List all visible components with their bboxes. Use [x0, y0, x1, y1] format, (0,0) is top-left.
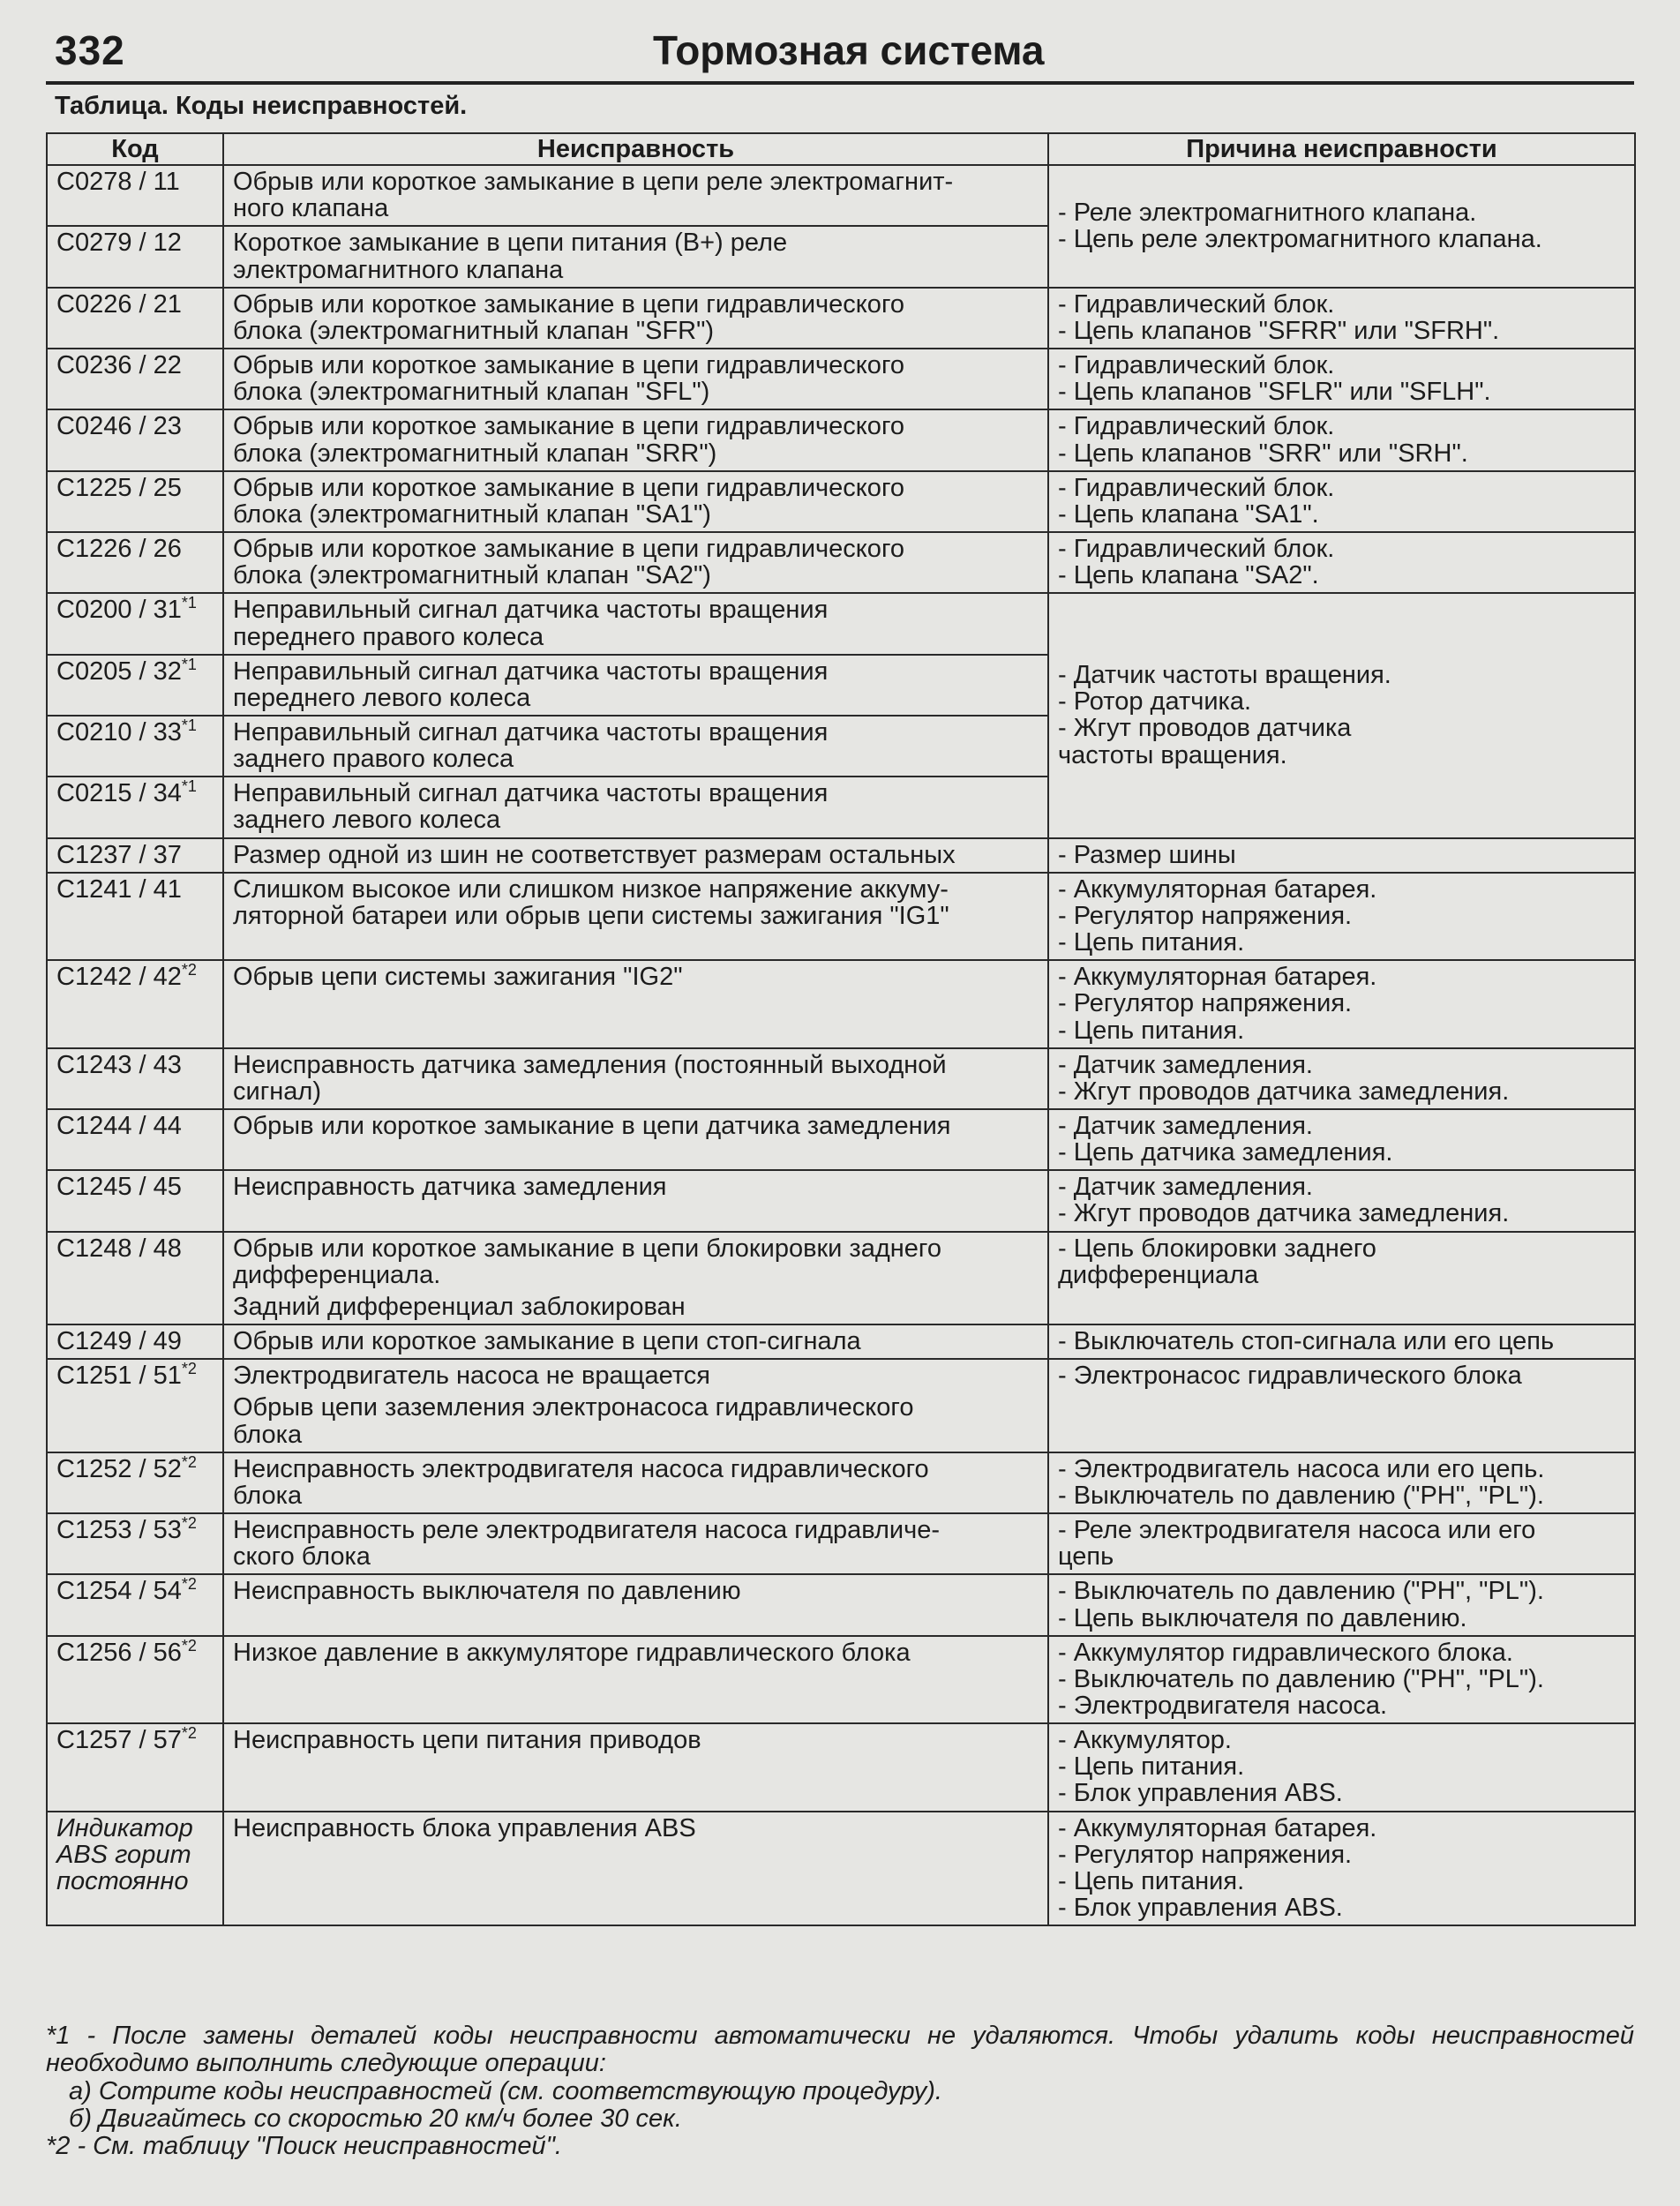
code-text: C1241 / 41 [56, 874, 182, 904]
code-cell [47, 1359, 223, 1452]
fault-cell [223, 838, 1048, 873]
code-text: C0226 / 21 [56, 289, 182, 319]
footnote-1-step-a: а) Сотрите коды неисправностей (см. соответствующую процедуру). [69, 2076, 942, 2105]
header-cause: Причина неисправности [1048, 133, 1635, 165]
table-row [47, 1048, 1635, 1109]
cause-cell: - Датчик замедления. - Цепь датчика замедления. [1048, 1109, 1635, 1170]
code-text: C0200 / 31 [56, 596, 182, 625]
footnote-2: *2 - См. таблицу "Поиск неисправностей". [46, 2132, 562, 2161]
footnote-marker: *1 [181, 655, 197, 673]
code-text: C1243 / 43 [56, 1050, 182, 1079]
code-cell [47, 1723, 223, 1811]
cause-cell: - Гидравлический блок. - Цепь клапана "SA2". [1048, 532, 1635, 593]
cause-cell: - Аккумулятор. - Цепь питания. - Блок управления ABS. [1048, 1723, 1635, 1811]
fault-cell [223, 165, 1048, 226]
fault-cell [223, 1109, 1048, 1170]
header-rule [46, 81, 1634, 85]
fault-codes-table [46, 132, 1636, 1926]
code-text: Индикатор ABS горит постоянно [56, 1813, 193, 1895]
table-row [47, 960, 1635, 1047]
table-row [47, 532, 1635, 593]
cause-cell: - Аккумуляторная батарея. - Регулятор напряжения. - Цепь питания. [1048, 960, 1635, 1047]
code-cell [47, 593, 223, 654]
fault-cell [223, 655, 1048, 716]
code-cell [47, 532, 223, 593]
fault-cell [223, 1324, 1048, 1359]
code-cell [47, 226, 223, 287]
fault-text: Обрыв или короткое замыкание в цепи гидравлического блока (электромагнитный клапан "SFL") [233, 351, 905, 407]
code-text: C1252 / 52 [56, 1454, 182, 1483]
table-row [47, 1232, 1635, 1324]
fault-cell [223, 777, 1048, 837]
cause-cell: - Электродвигатель насоса или его цепь. - Выключатель по давлению ("PH", "PL"). [1048, 1452, 1635, 1513]
code-cell [47, 655, 223, 716]
fault-cell [223, 288, 1048, 349]
cause-cell: - Датчик замедления. - Жгут проводов датчика замедления. [1048, 1048, 1635, 1109]
code-text: C1237 / 37 [56, 840, 182, 869]
footnote-marker: *1 [181, 594, 197, 612]
fault-text: Неисправность датчика замедления (постоянный выходной сигнал) [233, 1050, 947, 1106]
header-fault: Неисправность [223, 133, 1048, 165]
fault-cell [223, 1513, 1048, 1574]
code-cell [47, 716, 223, 777]
table-row [47, 1723, 1635, 1811]
table-row [47, 1452, 1635, 1513]
page-title: Тормозная система [653, 27, 1045, 73]
fault-cell [223, 532, 1048, 593]
fault-text: Обрыв или короткое замыкание в цепи гидравлического блока (электромагнитный клапан "SA2") [233, 535, 905, 590]
table-body [47, 165, 1635, 1925]
code-text: C1251 / 51 [56, 1362, 182, 1391]
fault-cell [223, 960, 1048, 1047]
fault-cell [223, 1452, 1048, 1513]
fault-cell [223, 1232, 1048, 1324]
fault-text: Обрыв или короткое замыкание в цепи гидравлического блока (электромагнитный клапан "SA1") [233, 473, 905, 529]
fault-cell [223, 873, 1048, 960]
code-text: C0210 / 33 [56, 717, 182, 747]
cause-cell: - Аккумулятор гидравлического блока. - Выключатель по давлению ("PH", "PL"). - Электродвигателя насоса. [1048, 1636, 1635, 1723]
fault-text: Обрыв или короткое замыкание в цепи датчика замедления [233, 1112, 951, 1140]
code-cell [47, 1574, 223, 1635]
header-code: Код [47, 133, 223, 165]
code-text: C1245 / 45 [56, 1173, 182, 1202]
cause-cell: - Гидравлический блок. - Цепь клапанов "SFLR" или "SFLH". [1048, 349, 1635, 409]
code-text: C0279 / 12 [56, 229, 182, 258]
code-text: C0278 / 11 [56, 168, 180, 197]
fault-text: Неисправность выключателя по давлению [233, 1577, 741, 1606]
cause-cell-merged: - Датчик частоты вращения. - Ротор датчика. - Жгут проводов датчика частоты вращения. [1048, 593, 1635, 837]
fault-text: Неисправность цепи питания приводов [233, 1726, 701, 1755]
table-row [47, 1170, 1635, 1231]
footnote-marker: *2 [181, 1452, 197, 1471]
fault-cell [223, 349, 1048, 409]
fault-text: Неправильный сигнал датчика частоты вращения переднего правого колеса [233, 596, 829, 651]
fault-cell [223, 1359, 1048, 1452]
code-text: C1254 / 54 [56, 1577, 182, 1606]
fault-cell [223, 471, 1048, 532]
table-row [47, 1513, 1635, 1574]
code-text: C1242 / 42 [56, 963, 182, 992]
cause-cell: - Аккумуляторная батарея. - Регулятор напряжения. - Цепь питания. - Блок управления ABS. [1048, 1812, 1635, 1926]
cause-cell: - Гидравлический блок. - Цепь клапанов "SRR" или "SRH". [1048, 409, 1635, 470]
code-cell [47, 1170, 223, 1231]
fault-text: Низкое давление в аккумуляторе гидравлического блока [233, 1638, 911, 1667]
table-row [47, 409, 1635, 470]
code-text: C1257 / 57 [56, 1726, 182, 1755]
fault-cell [223, 226, 1048, 287]
table-row [47, 1636, 1635, 1723]
fault-cell [223, 1812, 1048, 1926]
footnote-marker: *2 [181, 1636, 197, 1654]
fault-text: Обрыв или короткое замыкание в цепи стоп-сигнала [233, 1327, 861, 1356]
code-cell [47, 1513, 223, 1574]
cause-cell: - Реле электродвигателя насоса или его цепь [1048, 1513, 1635, 1574]
fault-text: Неисправность электродвигателя насоса гидравлического блока [233, 1454, 929, 1510]
table-row [47, 165, 1635, 226]
fault-cell [223, 1170, 1048, 1231]
code-text: C1253 / 53 [56, 1516, 182, 1545]
code-cell [47, 165, 223, 226]
cause-cell: - Электронасос гидравлического блока [1048, 1359, 1635, 1452]
fault-cell [223, 1723, 1048, 1811]
code-text: C0236 / 22 [56, 351, 182, 380]
fault-text: Размер одной из шин не соответствует размерам остальных [233, 840, 956, 869]
fault-text: Слишком высокое или слишком низкое напряжение аккуму- ляторной батареи или обрыв цепи системы зажигания "IG1" [233, 874, 949, 930]
cause-cell: - Цепь блокировки заднего дифференциала [1048, 1232, 1635, 1324]
cause-cell-merged: - Реле электромагнитного клапана. - Цепь реле электромагнитного клапана. [1048, 165, 1635, 288]
cause-cell: - Гидравлический блок. - Цепь клапанов "SFRR" или "SFRH". [1048, 288, 1635, 349]
code-cell [47, 1812, 223, 1926]
cause-cell: - Аккумуляторная батарея. - Регулятор напряжения. - Цепь питания. [1048, 873, 1635, 960]
fault-text: Неправильный сигнал датчика частоты вращения переднего левого колеса [233, 657, 829, 712]
table-row [47, 1359, 1635, 1452]
cause-cell: - Размер шины [1048, 838, 1635, 873]
fault-text: Обрыв цепи заземления электронасоса гидравлического блока [233, 1393, 914, 1449]
code-cell [47, 1452, 223, 1513]
table-row [47, 873, 1635, 960]
code-text: C0215 / 34 [56, 779, 182, 808]
footnote-marker: *1 [181, 716, 197, 734]
fault-text: Обрыв или короткое замыкание в цепи гидравлического блока (электромагнитный клапан "SFR") [233, 289, 905, 345]
table-row [47, 1812, 1635, 1926]
table-header-row [47, 133, 1635, 165]
fault-text: Обрыв или короткое замыкание в цепи блокировки заднего дифференциала. [233, 1234, 941, 1289]
table-row [47, 1574, 1635, 1635]
code-text: C0246 / 23 [56, 412, 182, 441]
code-cell [47, 288, 223, 349]
code-text: C0205 / 32 [56, 657, 182, 686]
table-row [47, 1324, 1635, 1359]
table-row [47, 471, 1635, 532]
footnote-marker: *2 [181, 961, 197, 979]
fault-text: Электродвигатель насоса не вращается [233, 1362, 710, 1391]
code-cell [47, 1324, 223, 1359]
table-caption: Таблица. Коды неисправностей. [55, 92, 468, 120]
fault-cell [223, 593, 1048, 654]
code-cell [47, 1109, 223, 1170]
footnote-1-step-b: б) Двигайтесь со скоростью 20 км/ч более 30 сек. [69, 2104, 682, 2133]
fault-text: Задний дифференциал заблокирован [233, 1292, 686, 1321]
fault-text: Неправильный сигнал датчика частоты вращения заднего правого колеса [233, 717, 829, 774]
code-cell [47, 838, 223, 873]
fault-text: Неправильный сигнал датчика частоты вращения заднего левого колеса [233, 779, 829, 835]
table-row [47, 288, 1635, 349]
code-cell [47, 471, 223, 532]
fault-cell [223, 1048, 1048, 1109]
table-row [47, 349, 1635, 409]
code-text: C1225 / 25 [56, 473, 182, 502]
table-row [47, 838, 1635, 873]
code-cell [47, 1232, 223, 1324]
fault-cell [223, 716, 1048, 777]
cause-cell: - Датчик замедления. - Жгут проводов датчика замедления. [1048, 1170, 1635, 1231]
fault-cell [223, 409, 1048, 470]
code-cell [47, 960, 223, 1047]
fault-cell [223, 1636, 1048, 1723]
footnote-marker: *2 [181, 1514, 197, 1533]
fault-cell [223, 1574, 1048, 1635]
code-cell [47, 777, 223, 837]
code-cell [47, 349, 223, 409]
code-cell [47, 873, 223, 960]
cause-cell: - Гидравлический блок. - Цепь клапана "SA1". [1048, 471, 1635, 532]
table-row [47, 1109, 1635, 1170]
code-text: C1226 / 26 [56, 535, 182, 564]
cause-cell: - Выключатель стоп-сигнала или его цепь [1048, 1324, 1635, 1359]
code-cell [47, 1048, 223, 1109]
code-cell [47, 1636, 223, 1723]
code-text: C1244 / 44 [56, 1112, 182, 1140]
code-cell [47, 409, 223, 470]
fault-text: Короткое замыкание в цепи питания (B+) реле электромагнитного клапана [233, 229, 788, 284]
table-row [47, 593, 1635, 654]
page-number: 332 [55, 27, 125, 73]
footnote-marker: *2 [181, 1575, 197, 1594]
footnote-marker: *2 [181, 1724, 197, 1743]
cause-cell: - Выключатель по давлению ("PH", "PL"). - Цепь выключателя по давлению. [1048, 1574, 1635, 1635]
fault-text: Обрыв или короткое замыкание в цепи гидравлического блока (электромагнитный клапан "SRR") [233, 412, 905, 468]
fault-text: Обрыв или короткое замыкание в цепи реле электромагнит- ного клапана [233, 168, 954, 223]
footnotes [46, 2022, 1642, 2161]
footnote-marker: *1 [181, 777, 197, 796]
code-text: C1256 / 56 [56, 1638, 182, 1667]
fault-text: Обрыв цепи системы зажигания "IG2" [233, 963, 683, 992]
footnote-1: *1 - После замены деталей коды неисправности автоматически не удаляются. Чтобы удалить коды неисправностей необходимо выполнить следующие операции: [46, 2022, 1642, 2078]
fault-text: Неисправность датчика замедления [233, 1173, 667, 1202]
footnote-marker: *2 [181, 1360, 197, 1378]
code-text: C1249 / 49 [56, 1327, 182, 1356]
fault-text: Неисправность блока управления ABS [233, 1813, 696, 1842]
code-text: C1248 / 48 [56, 1234, 182, 1263]
fault-text: Неисправность реле электродвигателя насоса гидравличе- ского блока [233, 1516, 941, 1572]
